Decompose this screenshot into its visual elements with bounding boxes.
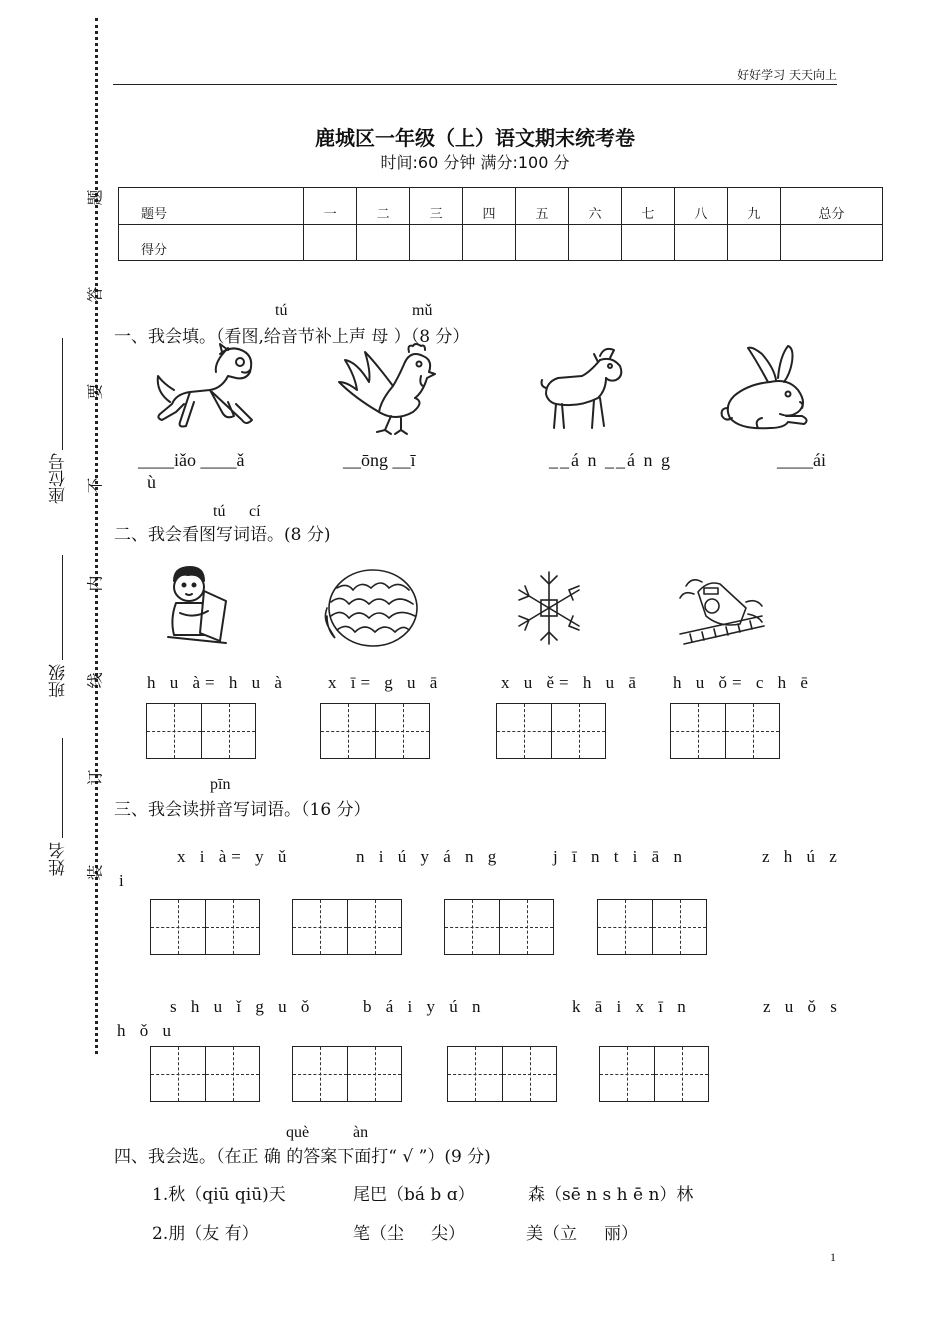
q3-pinyin-wrap: h ǒ u <box>117 1021 176 1040</box>
writing-grid[interactable] <box>670 703 780 759</box>
score-input-cell[interactable] <box>516 224 569 261</box>
q4-item[interactable]: 美（立 丽） <box>526 1224 639 1244</box>
horse-picture <box>150 342 260 434</box>
writing-grid[interactable] <box>444 899 554 955</box>
q4-item[interactable]: 尾巴（bá b ɑ） <box>353 1185 475 1205</box>
score-header-cell: 六 <box>568 188 621 225</box>
q3-title: 三、我会读拼音写词语。（16 分） <box>114 800 371 820</box>
watermelon-picture <box>323 568 419 650</box>
q4-item[interactable]: 1.秋（qiū qiū)天 <box>152 1185 286 1205</box>
writing-grid[interactable] <box>597 899 707 955</box>
score-header-cell: 总分 <box>780 188 882 225</box>
score-table <box>118 187 883 261</box>
writing-grid[interactable] <box>447 1046 557 1102</box>
q1-blank-wrap: ù <box>147 472 156 492</box>
score-input-cell[interactable] <box>780 224 882 261</box>
q3-pinyin-3: j ī n t i ā n <box>553 847 687 866</box>
score-input-cell[interactable] <box>410 224 463 261</box>
q3-pinyin-5: s h u ǐ g u ǒ <box>170 997 315 1016</box>
writing-grid[interactable] <box>150 1046 260 1102</box>
q3-pinyin-8: z u ǒ s <box>763 997 842 1016</box>
score-input-cell[interactable] <box>357 224 410 261</box>
snowflake-picture <box>513 568 585 648</box>
header-rule <box>113 84 837 85</box>
q2-pinyin-4: h u ǒ= c h ē <box>673 673 813 692</box>
class-label: 班级 <box>49 664 69 698</box>
class-line <box>62 555 63 660</box>
q2-pinyin-1: h u à= h u à <box>147 673 287 692</box>
seat-number-label: 座位号 <box>49 453 69 504</box>
name-line <box>62 738 63 838</box>
margin-notice-char: 内 <box>85 575 105 592</box>
writing-grid[interactable] <box>320 703 430 759</box>
q1-blank-1[interactable]: ____iǎo ____ǎ <box>138 450 245 470</box>
seat-number-line <box>62 338 63 450</box>
score-row-label: 得分 <box>119 224 304 261</box>
writing-grid[interactable] <box>146 703 256 759</box>
ruby-pinyin: mǔ <box>412 302 433 319</box>
q3-pinyin-7: k ā i x ī n <box>572 997 691 1016</box>
margin-notice-char: 要 <box>85 383 105 400</box>
score-table-score-row <box>119 224 883 261</box>
score-header-cell: 一 <box>304 188 357 225</box>
q2-pinyin-3: x u ě= h u ā <box>501 673 641 692</box>
ruby-pinyin: pīn <box>210 776 231 793</box>
page-title: 鹿城区一年级（上）语文期末统考卷 <box>315 126 635 150</box>
ruby-pinyin: cí <box>249 503 261 520</box>
writing-grid[interactable] <box>496 703 606 759</box>
writing-grid[interactable] <box>599 1046 709 1102</box>
ruby-pinyin: àn <box>353 1124 369 1141</box>
q1-blank-4[interactable]: ____ái <box>777 450 826 470</box>
margin-notice-char: 答 <box>85 286 105 303</box>
rabbit-picture <box>718 342 818 434</box>
ruby-pinyin: tú <box>213 503 226 520</box>
score-input-cell[interactable] <box>674 224 727 261</box>
score-header-cell: 三 <box>410 188 463 225</box>
writing-grid[interactable] <box>150 899 260 955</box>
writing-grid[interactable] <box>292 899 402 955</box>
q1-blank-3[interactable]: __á n __á n g <box>549 450 672 470</box>
train-picture <box>676 572 766 647</box>
score-input-cell[interactable] <box>568 224 621 261</box>
ruby-pinyin: tú <box>275 302 288 319</box>
margin-notice-char: 订 <box>85 769 105 786</box>
binding-dotted-line <box>95 18 98 1054</box>
score-input-cell[interactable] <box>304 224 357 261</box>
q1-title: 一、我会填。（看图,给音节补上声 母 ）（8 分） <box>114 327 470 347</box>
goat-picture <box>538 342 628 434</box>
score-header-cell: 八 <box>674 188 727 225</box>
name-label: 姓名 <box>49 842 69 876</box>
writing-grid[interactable] <box>292 1046 402 1102</box>
header-motto: 好好学习 天天向上 <box>737 68 837 82</box>
q3-pinyin-4: z h ú z <box>762 847 842 866</box>
score-input-cell[interactable] <box>621 224 674 261</box>
score-header-cell: 题号 <box>119 188 304 225</box>
page-subtitle: 时间:60 分钟 满分:100 分 <box>380 153 570 172</box>
page-number: 1 <box>830 1250 836 1264</box>
q3-pinyin-wrap: i <box>119 871 129 890</box>
margin-notice-char: 装 <box>85 864 105 881</box>
score-header-cell: 九 <box>727 188 780 225</box>
q2-title: 二、我会看图写词语。(8 分) <box>114 525 331 545</box>
q4-item[interactable]: 森（sē n s h ē n）林 <box>528 1185 694 1205</box>
score-input-cell[interactable] <box>463 224 516 261</box>
q4-item[interactable]: 笔（尘 尖） <box>353 1224 466 1244</box>
drawing-boy-picture <box>160 563 232 648</box>
q3-pinyin-2: n i ú y á n g <box>356 847 502 866</box>
q2-pinyin-2: x ī= g u ā <box>328 673 443 692</box>
rooster-picture <box>335 342 440 437</box>
ruby-pinyin: què <box>286 1124 310 1141</box>
score-header-cell: 二 <box>357 188 410 225</box>
q4-title: 四、我会选。（在正 确 的答案下面打“ √ ”）(9 分) <box>114 1147 491 1167</box>
score-header-cell: 五 <box>516 188 569 225</box>
q3-pinyin-6: b á i y ú n <box>363 997 486 1016</box>
score-header-cell: 四 <box>463 188 516 225</box>
q1-blank-2[interactable]: __ōng __ī <box>343 450 416 470</box>
margin-notice-char: 题 <box>85 189 105 206</box>
margin-notice-char: 不 <box>85 477 105 494</box>
score-input-cell[interactable] <box>727 224 780 261</box>
margin-notice-char: 线 <box>85 672 105 689</box>
score-header-cell: 七 <box>621 188 674 225</box>
score-table-header-row <box>119 188 883 225</box>
q4-item[interactable]: 2.朋（友 有） <box>152 1224 259 1244</box>
q3-pinyin-1: x i à= y ǔ <box>177 847 292 866</box>
